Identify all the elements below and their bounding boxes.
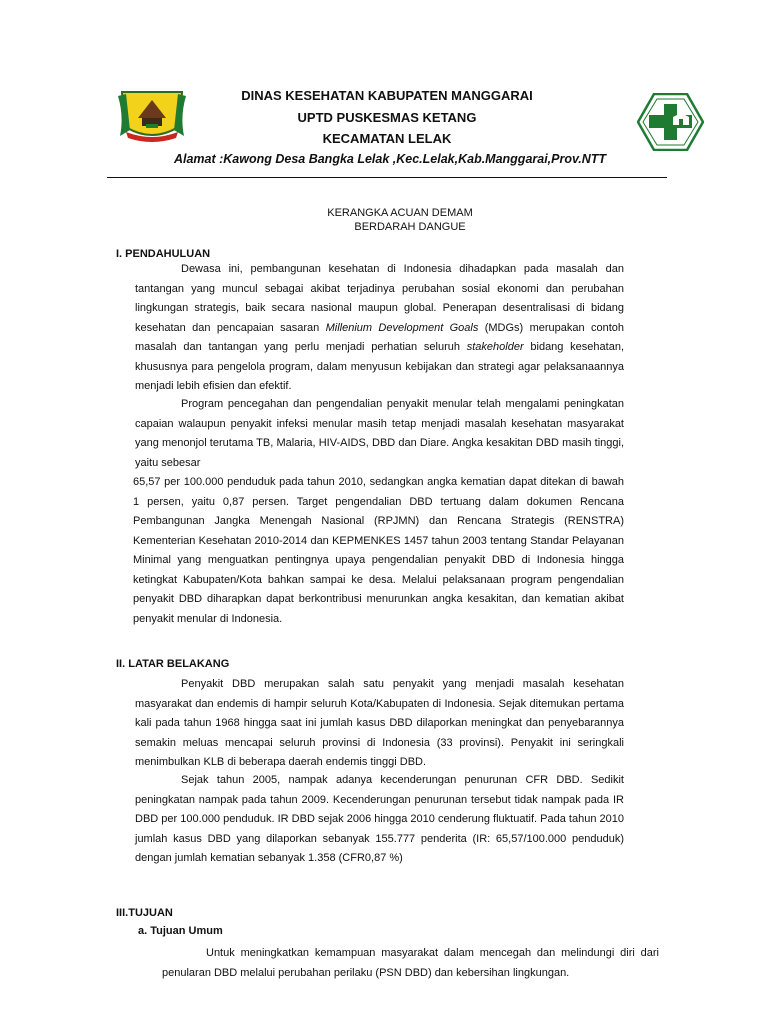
- document-title-line1: KERANGKA ACUAN DEMAM: [327, 207, 473, 219]
- paragraph-latar-belakang-2: Sejak tahun 2005, nampak adanya kecenderungan penurunan CFR DBD. Sedikit peningkatan nampak pada tahun 2009. Kecenderungan penurunan tersebut tidak nampak pada IR DBD per 100.000 penduduk. IR DBD sejak 2006 hingga 2010 cenderung fluktuatif. Pada tahun 2010 jumlah kasus DBD yang dilaporkan sebanyak 155.777 penderita (IR: 65,57/100.000 penduduk) dengan jumlah kematian sebanyak 1.358 (CFR0,87 %): [135, 774, 624, 864]
- header-district: KECAMATAN LELAK: [322, 131, 452, 146]
- paragraph-tujuan-umum: Untuk meningkatkan kemampuan masyarakat dalam mencegah dan melindungi diri dari penularan DBD melalui perubahan perilaku (PSN DBD) dan kebersihan lingkungan.: [162, 947, 659, 979]
- header-agency: DINAS KESEHATAN KABUPATEN MANGGARAI: [241, 88, 533, 103]
- section-heading-latar-belakang: II. LATAR BELAKANG: [116, 658, 230, 670]
- paragraph-pendahuluan-2: Program pencegahan dan pengendalian penyakit menular telah mengalami peningkatan capaian walaupun penyakit infeksi menular masih tetap menjadi masalah kesehatan masyarakat yang menonjol terutama TB, Malaria, HIV-AIDS, DBD dan Diare. Angka kesakitan DBD masih tinggi, yaitu sebesar 65,57 per 100.000 penduduk pada tahun 2010, sedangkan angka kematian dapat ditekan di bawah 1 persen, yaitu 0,87 persen. Target pengendalian DBD tertuang dalam dokumen Rencana Pembangunan Jangka Menengah Nasional (RPJMN) dan Rencana Strategis (RENSTRA) Kementerian Kesehatan 2010-2014 dan KEPMENKES 1457 tahun 2003 tentang Standar Pelayanan Minimal yang menguatkan pentingnya upaya pengendalian penyakit DBD di Indonesia hingga ketingkat Kabupaten/Kota bahkan sampai ke desa. Melalui pelaksanaan program pengendalian penyakit DBD diharapkan dapat berkontribusi menurunkan angka kesakitan, dan kematian akibat penyakit menular di Indonesia.: [133, 398, 624, 625]
- header-unit: UPTD PUSKESMAS KETANG: [297, 110, 477, 125]
- header-divider: [107, 177, 667, 178]
- paragraph-pendahuluan-1: Dewasa ini, pembangunan kesehatan di Indonesia dihadapkan pada masalah dan tantangan yang muncul sebagai akibat terjadinya perubahan sosial ekonomi dan perubahan lingkungan strategis, baik secara nasional maupun global. Penerapan desentralisasi di bidang kesehatan dan pencapaian sasaran Millenium Development Goals (MDGs) merupakan contoh masalah dan tantangan yang perlu menjadi perhatian seluruh stakeholder bidang kesehatan, khususnya para pengelola program, dalam menyusun kebijakan dan strategi agar pelaksanaannya menjadi lebih efisien dan efektif.: [135, 263, 625, 392]
- paragraph-latar-belakang-1: Penyakit DBD merupakan salah satu penyakit yang menjadi masalah kesehatan masyarakat dan endemis di hampir seluruh Kota/Kabupaten di Indonesia. Sejak ditemukan pertama kali pada tahun 1968 hingga saat ini jumlah kasus DBD dilaporkan meningkat dan penyebarannya semakin meluas mencapai seluruh provinsi di Indonesia (33 provinsi). Penyakit ini seringkali menimbulkan KLB di beberapa daerah endemis tinggi DBD.: [135, 678, 624, 768]
- subheading-tujuan-umum: a. Tujuan Umum: [138, 925, 223, 937]
- header-address: Alamat :Kawong Desa Bangka Lelak ,Kec.Lelak,Kab.Manggarai,Prov.NTT: [173, 152, 607, 166]
- document-title-line2: BERDARAH DANGUE: [354, 221, 466, 233]
- section-heading-tujuan: III.TUJUAN: [116, 907, 173, 919]
- section-heading-pendahuluan: I. PENDAHULUAN: [116, 248, 211, 260]
